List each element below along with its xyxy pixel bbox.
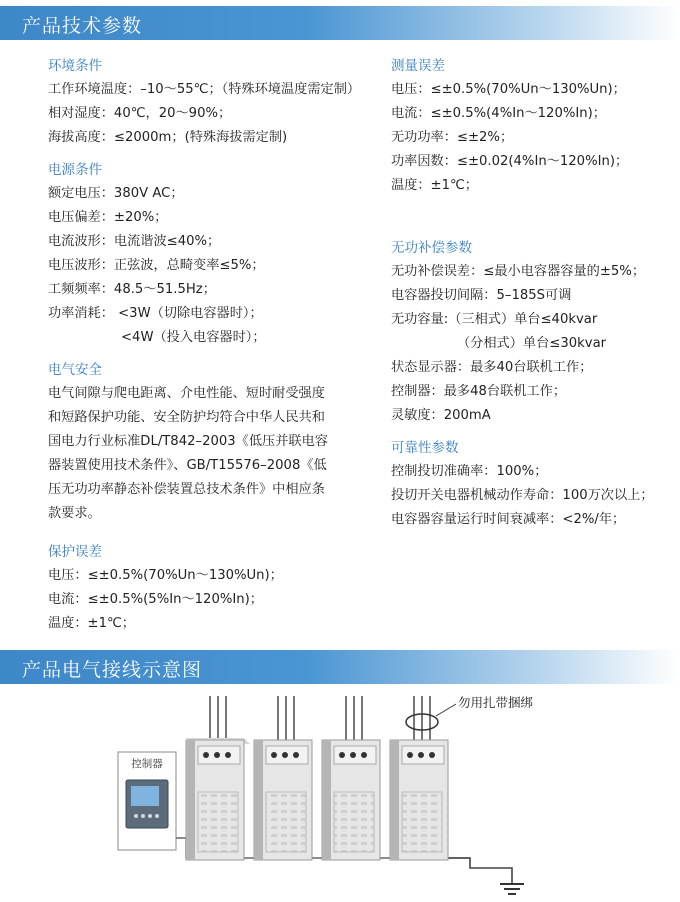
heading-power: 电源条件 (48, 162, 102, 178)
reliab-line: 投切开关电器机械动作寿命：100万次以上； (391, 488, 654, 503)
comp-line: （分相式）单台≤30kvar (457, 336, 607, 351)
protect-line: 温度：±1℃； (48, 616, 135, 631)
ground-symbol (500, 884, 524, 894)
power-line: 额定电压：380V AC； (48, 186, 184, 201)
env-line: 海拔高度：≤2000m；(特殊海拔需定制) (48, 130, 288, 145)
safety-line: 电气间隙与爬电距离、介电性能、短时耐受强度 (48, 386, 325, 401)
right-column (391, 54, 654, 532)
heading-protection: 保护误差 (48, 544, 102, 560)
capacitor-unit (322, 696, 380, 860)
protect-line: 电压：≤±0.5%(70%Un～130%Un)； (48, 568, 283, 583)
measure-line: 温度：±1℃； (391, 178, 478, 193)
comp-line: 无功容量:（三相式）单台≤40kvar (391, 312, 598, 327)
heading-measurement: 测量误差 (391, 58, 445, 74)
heading-safety: 电气安全 (48, 362, 102, 378)
heading-environment: 环境条件 (48, 58, 102, 74)
power-line: 功率消耗： <3W（切除电容器时）； (48, 306, 263, 321)
safety-line: 器装置使用技术条件》、GB/T15576–2008《低 (48, 458, 327, 473)
comp-line: 无功补偿误差：≤最小电容器容量的±5%； (391, 264, 646, 279)
heading-compensation: 无功补偿参数 (391, 240, 472, 256)
env-line: 相对湿度：40℃，20～90%； (48, 106, 232, 121)
wiring-diagram (0, 680, 680, 902)
comp-line: 状态显示器：最多40台联机工作； (391, 360, 593, 375)
section-header-wiring (0, 650, 680, 684)
power-line: 电压波形：正弦波，总畸变率≤5%； (48, 258, 265, 273)
annotation-label: 勿用扎带捆绑 (458, 695, 534, 710)
safety-line: 国电力行业标准DL/T842–2003《低压并联电容 (48, 434, 328, 449)
comp-line: 电容器投切间隔：5–185S可调 (391, 288, 572, 303)
capacitor-unit (390, 696, 448, 860)
section-title: 产品电气接线示意图 (22, 659, 203, 681)
capacitor-unit (254, 696, 312, 860)
capacitor-unit (186, 696, 250, 860)
comp-line: 灵敏度：200mA (391, 408, 491, 423)
env-line: 工作环境温度：–10～55℃；（特殊环境温度需定制） (48, 82, 361, 97)
safety-line: 压无功功率静态补偿装置总技术条件》中相应条 (48, 482, 325, 497)
section-title: 产品技术参数 (22, 15, 143, 37)
protect-line: 电流：≤±0.5%(5%In～120%In)； (48, 592, 263, 607)
power-line: <4W（投入电容器时）； (121, 330, 266, 345)
measure-line: 电压：≤±0.5%(70%Un～130%Un)； (391, 82, 626, 97)
measure-line: 电流：≤±0.5%(4%In～120%In)； (391, 106, 606, 121)
power-line: 电流波形：电流谐波≤40%； (48, 234, 221, 249)
measure-line: 功率因数：≤±0.02(4%In～120%In)； (391, 154, 629, 169)
power-line: 工频频率：48.5～51.5Hz； (48, 282, 216, 297)
safety-line: 款要求。 (48, 506, 101, 521)
left-column (48, 54, 360, 636)
reliab-line: 控制投切准确率：100%； (391, 464, 548, 479)
reliab-line: 电容器容量运行时间衰减率：<2%/年； (391, 512, 626, 527)
controller-unit (118, 752, 176, 850)
safety-line: 和短路保护功能、安全防护均符合中华人民共和 (48, 410, 325, 425)
controller-label: 控制器 (131, 758, 163, 770)
power-line: 电压偏差：±20%； (48, 210, 168, 225)
section-header-specs (0, 6, 680, 40)
measure-line: 无功功率：≤±2%； (391, 130, 514, 145)
comp-line: 控制器：最多48台联机工作； (391, 384, 567, 399)
heading-reliability: 可靠性参数 (391, 440, 459, 456)
